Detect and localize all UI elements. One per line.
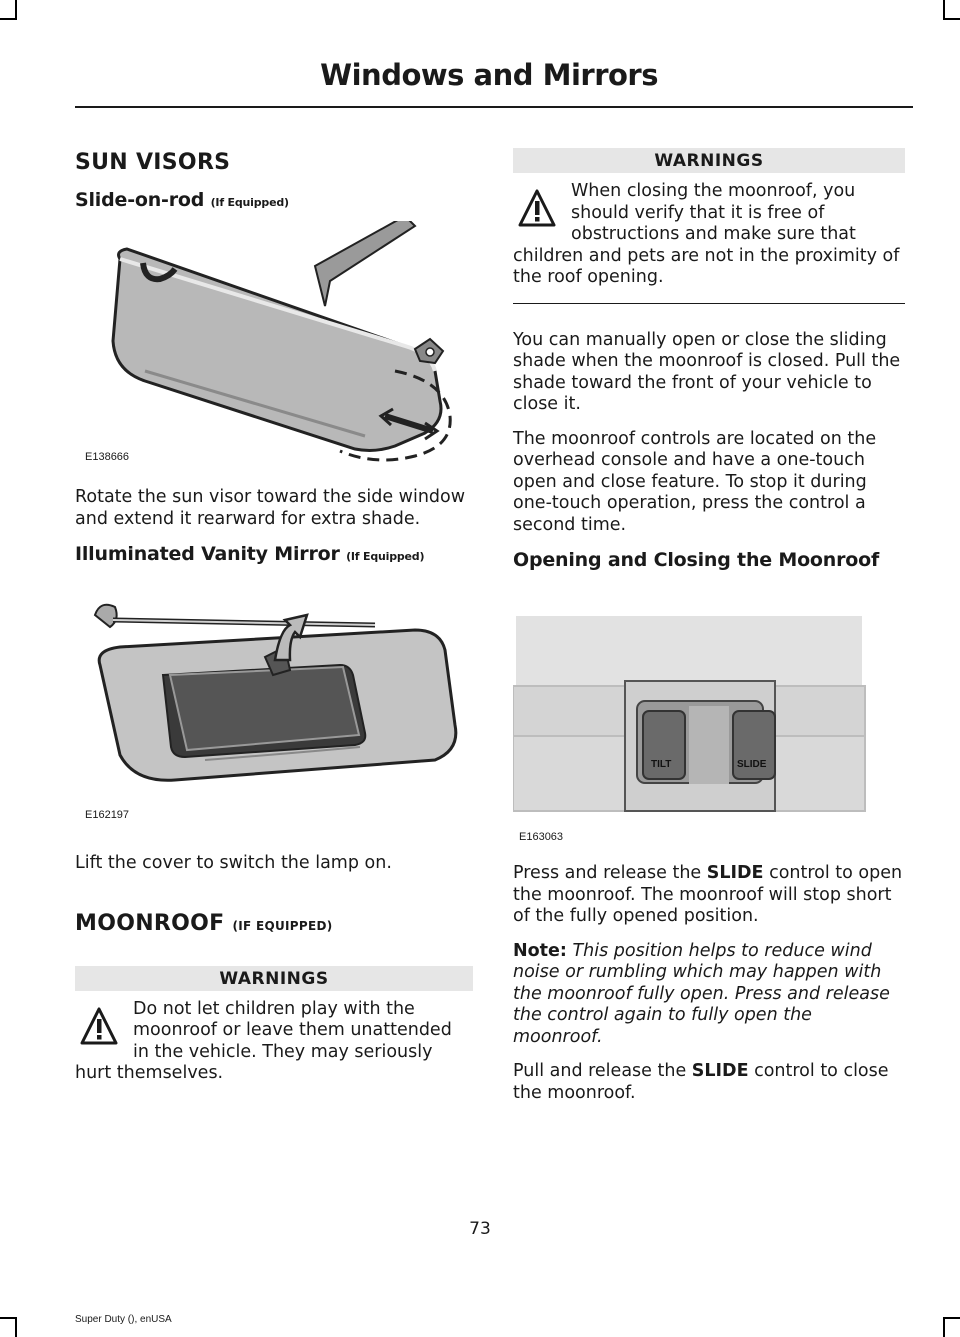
crop-mark (943, 1317, 960, 1319)
slide-button-label: SLIDE (737, 759, 767, 770)
subheading-vanity-mirror: Illuminated Vanity Mirror (If Equipped) (75, 543, 425, 565)
subheading-opening-closing: Opening and Closing the Moonroof (513, 549, 880, 571)
section-title-sun-visors: SUN VISORS (75, 150, 231, 175)
note-paragraph: Note: This position helps to reduce wind noise or rumbling which may happen with the moonroof fully open. Press and release the control again to fully open the moonroof. (513, 940, 890, 1047)
crop-mark (0, 18, 17, 20)
crop-mark (943, 0, 945, 20)
paragraph: Press and release the SLIDE control to open the moonroof. The moonroof will stop short of the fully opened position. (513, 863, 903, 926)
subheading-slide-on-rod: Slide-on-rod (If Equipped) (75, 189, 289, 211)
vanity-mirror-illustration (75, 575, 473, 827)
warning-text: Do not let children play with the moonroof or leave them unattended in the vehicle. They may seriously hurt themselves. (75, 998, 452, 1083)
footer-text: Super Duty (), enUSA (75, 1314, 172, 1325)
moonroof-controls-illustration (513, 581, 905, 843)
figure-code: E138666 (85, 451, 130, 463)
warning-body (513, 173, 905, 304)
warning-box (75, 966, 473, 1099)
paragraph: Pull and release the SLIDE control to close the moonroof. (513, 1061, 889, 1103)
crop-mark (15, 0, 17, 20)
crop-mark (943, 1317, 945, 1337)
warning-text: When closing the moonroof, you should verify that it is free of obstructions and make sure that children and pets are not in the proximity of the roof opening. (513, 181, 900, 287)
page-header (75, 58, 913, 92)
paragraph: Lift the cover to switch the lamp on. (75, 853, 392, 873)
section-title-moonroof: MOONROOF (IF EQUIPPED) (75, 910, 333, 936)
warning-box (513, 148, 905, 304)
crop-mark (943, 18, 960, 20)
warning-body (75, 991, 473, 1099)
figure-code: E162197 (85, 809, 130, 821)
warning-title: WARNINGS (513, 148, 905, 173)
page-number: 73 (469, 1219, 491, 1239)
paragraph: You can manually open or close the sliding shade when the moonroof is closed. Pull the shade toward the front of your vehicle to close it. (513, 329, 901, 414)
warning-title: WARNINGS (75, 966, 473, 991)
warning-triangle-icon (79, 1005, 119, 1049)
warning-triangle-icon (517, 187, 557, 231)
sun-visor-illustration (75, 221, 473, 469)
paragraph: The moonroof controls are located on the overhead console and have a one-touch open and close feature. To stop it during one-touch operation, press the control a second time. (513, 428, 877, 535)
left-column (75, 140, 473, 1117)
page-title: Windows and Mirrors (320, 58, 658, 92)
crop-mark (0, 1317, 17, 1319)
paragraph: Rotate the sun visor toward the side window and extend it rearward for extra shade. (75, 487, 466, 529)
figure-code: E163063 (519, 831, 564, 843)
crop-mark (15, 1317, 17, 1337)
right-column (513, 148, 905, 1117)
tilt-button-label: TILT (651, 759, 672, 770)
header-divider (75, 106, 913, 108)
